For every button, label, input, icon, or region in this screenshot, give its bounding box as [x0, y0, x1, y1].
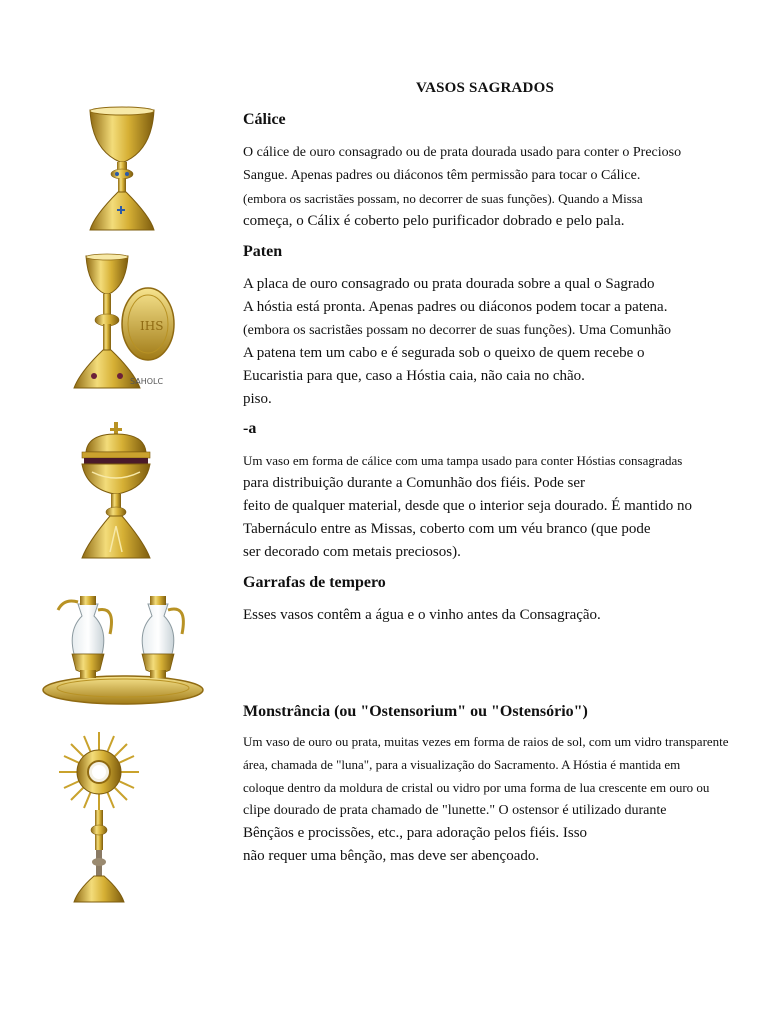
- body-line: Esses vasos contêm a água e o vinho antes da Consagração.: [243, 607, 601, 623]
- paten-icon: [72, 252, 182, 403]
- page-title: VASOS SAGRADOS: [416, 80, 554, 96]
- body-line: começa, o Cálix é coberto pelo purificador dobrado e pelo pala.: [243, 213, 625, 229]
- section-heading-cruets: Garrafas de tempero: [243, 574, 386, 591]
- watermark-text: SAHOLC: [130, 377, 164, 386]
- body-line: Um vaso de ouro ou prata, muitas vezes em forma de raios de sol, com um vidro transparente: [243, 734, 729, 749]
- body-line: O cálice de ouro consagrado ou de prata dourada usado para conter o Precioso: [243, 145, 682, 160]
- body-line: feito de qualquer material, desde que o interior seja dourado. É mantido no: [243, 498, 693, 514]
- section-heading-paten: Paten: [243, 243, 283, 260]
- body-line: clipe dourado de prata chamado de "lunette." O ostensor é utilizado durante: [243, 803, 667, 818]
- body-line: (embora os sacristães possam no decorrer de suas funções). Uma Comunhão: [243, 323, 672, 338]
- body-line: Sangue. Apenas padres ou diáconos têm permissão para tocar o Cálice.: [243, 168, 641, 183]
- body-line: A patena tem um cabo e é segurada sob o queixo de quem recebe o: [243, 345, 645, 361]
- cruets-icon: [40, 590, 206, 717]
- body-line: A hóstia está pronta. Apenas padres ou diáconos podem tocar a patena.: [243, 299, 668, 315]
- chalice-icon: [84, 104, 160, 241]
- section-body-ciborium: [243, 449, 763, 564]
- monstrance-icon: [44, 730, 154, 913]
- body-line: para distribuição durante a Comunhão dos fiéis. Pode ser: [243, 475, 585, 491]
- body-line: área, chamada de "luna", para a visualização do Sacramento. A Hóstia é mantida em: [243, 757, 681, 772]
- section-heading-ciborium: -a: [243, 420, 257, 437]
- body-line: Um vaso em forma de cálice com uma tampa usado para conter Hóstias consagradas: [243, 453, 683, 468]
- section-body-calice: [243, 141, 763, 233]
- section-heading-monstrance: Monstrância (ou "Ostensorium" ou "Ostensório"): [243, 703, 588, 720]
- section-body-paten: [243, 273, 763, 411]
- section-body-cruets: [243, 604, 763, 627]
- body-line: A placa de ouro consagrado ou prata dourada sobre a qual o Sagrado: [243, 276, 655, 292]
- section-heading-calice: Cálice: [243, 111, 286, 128]
- body-line: Bênçãos e procissões, etc., para adoração pelos fiéis. Isso: [243, 825, 588, 841]
- svg-text:IHS: IHS: [140, 319, 164, 333]
- body-line: (embora os sacristães possam, no decorrer de suas funções). Quando a Missa: [243, 191, 643, 206]
- body-line: Tabernáculo entre as Missas, coberto com um véu branco (que pode: [243, 521, 651, 537]
- ciborium-icon: [76, 422, 156, 569]
- section-body-monstrance: [243, 730, 763, 868]
- body-line: não requer uma bênção, mas deve ser abençoado.: [243, 848, 540, 864]
- body-line: coloque dentro da moldura de cristal ou vidro por uma forma de lua crescente em ouro ou: [243, 780, 710, 795]
- body-line: Eucaristia para que, caso a Hóstia caia, não caia no chão.: [243, 368, 585, 384]
- body-line: piso.: [243, 391, 272, 407]
- body-line: ser decorado com metais preciosos).: [243, 544, 461, 560]
